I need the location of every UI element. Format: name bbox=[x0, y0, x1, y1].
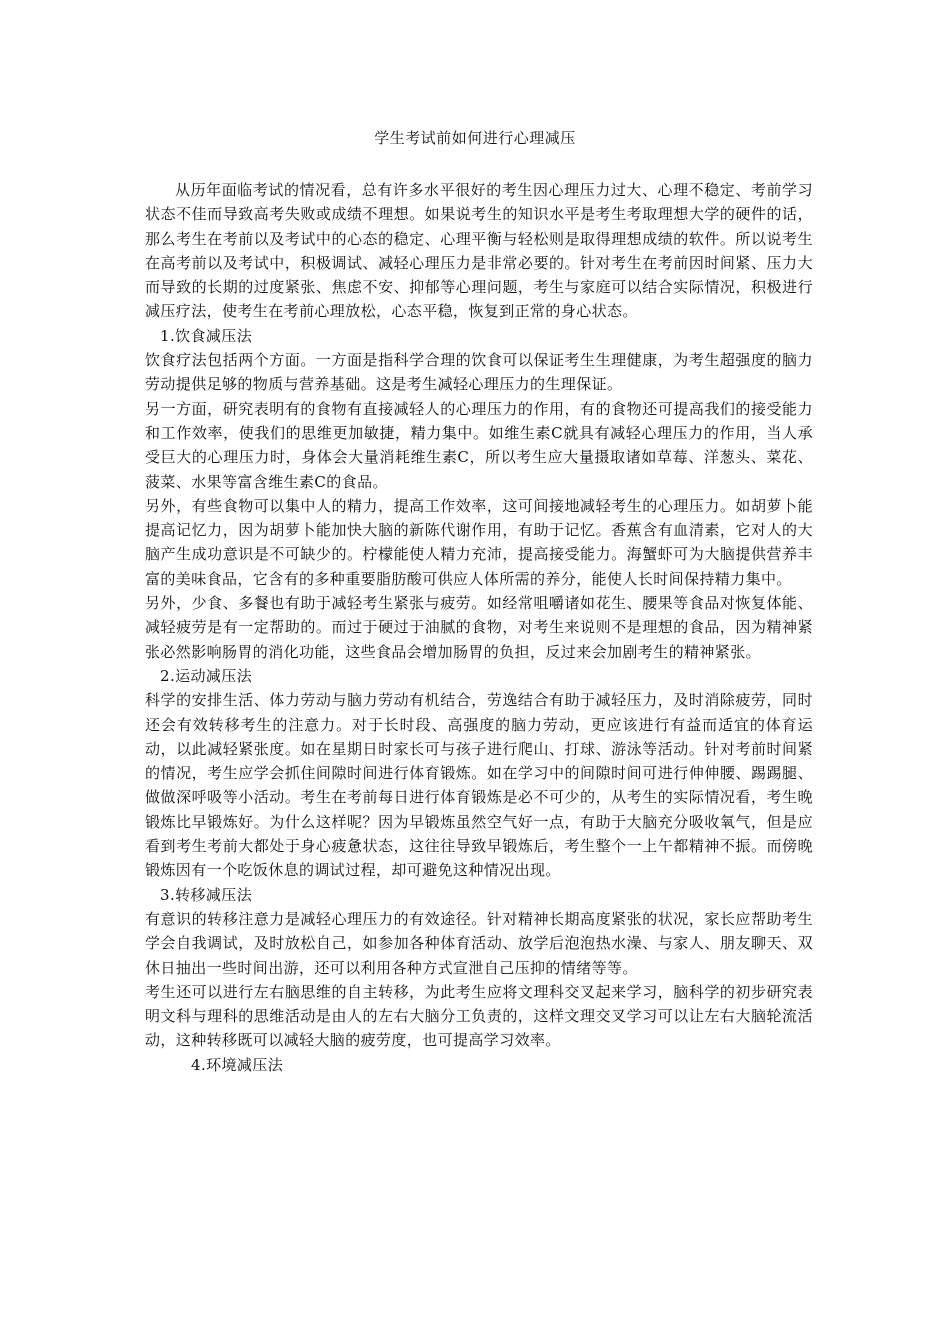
exercise-paragraph: 科学的安排生活、体力劳动与脑力劳动有机结合，劳逸结合有助于减轻压力，及时消除疲劳，同时还会有效转移考生的注意力。对于长时段、高强度的脑力劳动，更应该进行有益而适宜的体育运动，以此减轻紧张度。如在星期日时家长可与孩子进行爬山、打球、游泳等活动。针对考前时间紧的情况，考生应学会抓住间隙时间进行体育锻炼。如在学习中的间隙时间可进行伸伸腰、踢踢腿、做做深呼吸等小活动。考生在考前每日进行体育锻炼是必不可少的，从考生的实际情况看，考生晚锻炼比早锻炼好。为什么这样呢？因为早锻炼虽然空气好一点，有助于大脑充分吸收氧气，但是应看到考生考前大都处于身心疲惫状态，这往往导致早锻炼后，考生整个一上午都精神不振。而傍晚锻炼因有一个吃饭休息的调试过程，却可避免这种情况出现。 bbox=[145, 691, 813, 880]
intro-paragraph: 从历年面临考试的情况看，总有许多水平很好的考生因心理压力过大、心理不稳定、考前学习状态不佳而导致高考失败或成绩不理想。如果说考生的知识水平是考生考取理想大学的硬件的话，那么考生在考前以及考试中的心态的稳定、心理平衡与轻松则是取得理想成绩的软件。所以说考生在高考前以及考试中，积极调试、减轻心理压力是非常必要的。针对考生在考前因时间紧、压力大而导致的长期的过度紧张、焦虑不安、抑郁等心理问题，考生与家庭可以结合实际情况，积极进行减压疗法，使考生在考前心理放松，心态平稳，恢复到正常的身心状态。 bbox=[145, 181, 813, 321]
section-heading-exercise: 2.运动减压法 bbox=[160, 666, 253, 685]
diet-paragraph: 另一方面，研究表明有的食物有直接减轻人的心理压力的作用，有的食物还可提高我们的接受能力和工作效率，使我们的思维更加敏捷，精力集中。如维生素C就具有减轻心理压力的作用，当人承受巨大的心理压力时，身体会大量消耗维生素C，所以考生应大量摄取诸如草莓、洋葱头、菜花、菠菜、水果等富含维生素C的食品。 bbox=[145, 399, 813, 491]
section-heading-transfer: 3.转移减压法 bbox=[160, 885, 253, 904]
diet-paragraph: 另外，少食、多餐也有助于减轻考生紧张与疲劳。如经常咀嚼诸如花生、腰果等食品对恢复体能、减轻疲劳是有一定帮助的。而过于硬过于油腻的食物，对考生来说则不是理想的食品，因为精神紧张必然影响肠胃的消化功能，这些食品会增加肠胃的负担，反过来会加剧考生的精神紧张。 bbox=[145, 594, 813, 661]
transfer-paragraph: 有意识的转移注意力是减轻心理压力的有效途径。针对精神长期高度紧张的状况，家长应帮助考生学会自我调试，及时放松自己，如参加各种体育活动、放学后泡泡热水澡、与家人、朋友聊天、双休日抽出一些时间出游，还可以利用各种方式宣泄自己压抑的情绪等等。 bbox=[145, 909, 813, 977]
section-heading-environment: 4.环境减压法 bbox=[191, 1055, 284, 1074]
page-title: 学生考试前如何进行心理减压 bbox=[374, 129, 576, 147]
document-body bbox=[145, 178, 813, 1077]
transfer-paragraph: 考生还可以进行左右脑思维的自主转移，为此考生应将文理科交叉起来学习，脑科学的初步研究表明文科与理科的思维活动是由人的左右大脑分工负责的，这样文理交叉学习可以让左右大脑轮流活动，这种转移既可以减轻大脑的疲劳度，也可提高学习效率。 bbox=[145, 982, 813, 1050]
diet-paragraph: 另外，有些食物可以集中人的精力，提高工作效率，这可间接地减轻考生的心理压力。如胡萝卜能提高记忆力，因为胡萝卜能加快大脑的新陈代谢作用，有助于记忆。香蕉含有血清素，它对人的大脑产生成功意识是不可缺少的。柠檬能使人精力充沛，提高接受能力。海蟹虾可为大脑提供营养丰富的美味食品，它含有的多种重要脂肪酸可供应人体所需的养分，能使人长时间保持精力集中。 bbox=[145, 496, 813, 588]
diet-paragraph: 饮食疗法包括两个方面。一方面是指科学合理的饮食可以保证考生生理健康，为考生超强度的脑力劳动提供足够的物质与营养基础。这是考生减轻心理压力的生理保证。 bbox=[145, 351, 813, 394]
section-heading-diet: 1.饮食减压法 bbox=[160, 326, 253, 345]
